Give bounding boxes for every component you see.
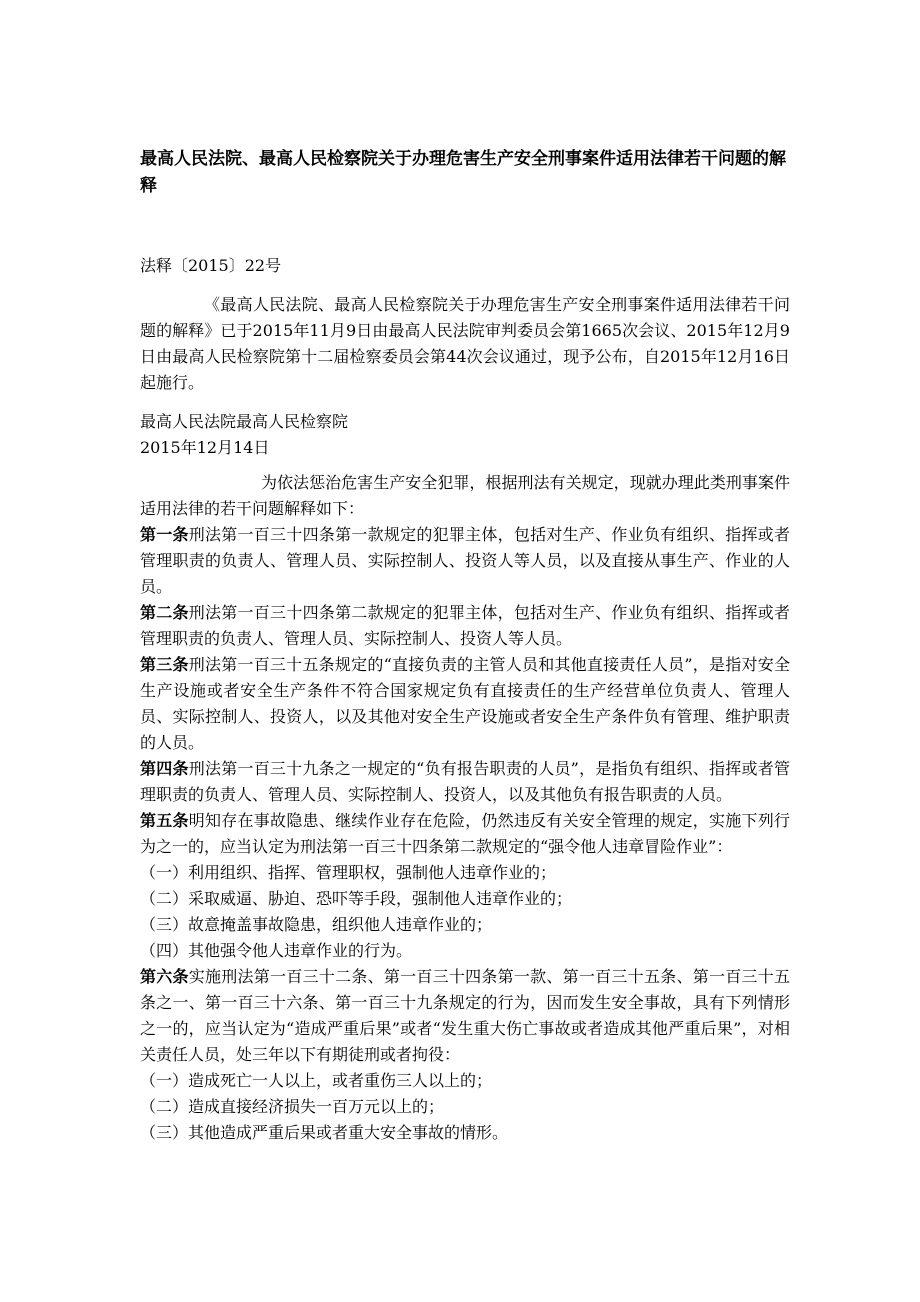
article-label: 第五条 [140,811,189,830]
article-text: 实施刑法第一百三十二条、第一百三十四条第一款、第一百三十五条、第一百三十五条之一、第一百三十六条、第一百三十九条规定的行为，因而发生安全事故，具有下列情形之一的，应当认定为“造成严重后果”或者“发生重大伤亡事故或者造成其他严重后果”，对相关责任人员，处三年以下有期徒刑或者拘役： [140,967,790,1064]
intro-paragraph: 《最高人民法院、最高人民检察院关于办理危害生产安全刑事案件适用法律若干问题的解释》已于2015年11月9日由最高人民法院审判委员会第1665次会议、2015年12月9日由最高人民检察院第十二届检察委员会第44次会议通过，现予公布，自2015年12月16日起施行。 [140,295,790,392]
list-item: （三）其他造成严重后果或者重大安全事故的情形。 [140,1123,509,1142]
list-item: （二）采取威逼、胁迫、恐吓等手段，强制他人违章作业的； [140,889,573,908]
list-item: （二）造成直接经济损失一百万元以上的； [140,1097,445,1116]
article-text: 刑法第一百三十四条第二款规定的犯罪主体，包括对生产、作业负有组织、指挥或者管理职责的负责人、管理人员、实际控制人、投资人等人员。 [140,603,790,648]
document-body [140,146,790,1146]
article-label: 第二条 [140,603,189,622]
article-2 [140,600,790,652]
article-label: 第四条 [140,759,189,778]
article-label: 第一条 [140,525,189,544]
document-title: 最高人民法院、最高人民检察院关于办理危害生产安全刑事案件适用法律若干问题的解释 [140,149,786,196]
list-item: （一）利用组织、指挥、管理职权，强制他人违章作业的； [140,863,557,882]
list-item: （四）其他强令他人违章作业的行为。 [140,941,413,960]
article-label: 第三条 [140,655,189,674]
article-text: 刑法第一百三十九条之一规定的“负有报告职责的人员”，是指负有组织、指挥或者管理职责的负责人、管理人员、实际控制人、投资人，以及其他负有报告职责的人员。 [140,759,790,804]
article-6 [140,964,790,1068]
article-5 [140,808,790,860]
preamble: 为依法惩治危害生产安全犯罪，根据刑法有关规定，现就办理此类刑事案件适用法律的若干问题解释如下： [140,473,790,518]
article-text: 明知存在事故隐患、继续作业存在危险，仍然违反有关安全管理的规定，实施下列行为之一的，应当认定为刑法第一百三十四条第二款规定的“强令他人违章冒险作业”： [140,811,790,856]
issuer: 最高人民法院最高人民检察院 [140,412,349,431]
article-4 [140,756,790,808]
article-3 [140,652,790,756]
document-number: 法释〔2015〕22号 [140,256,282,275]
list-item: （三）故意掩盖事故隐患，组织他人违章作业的； [140,915,493,934]
article-label: 第六条 [140,967,189,986]
article-text: 刑法第一百三十四条第一款规定的犯罪主体，包括对生产、作业负有组织、指挥或者管理职责的负责人、管理人员、实际控制人、投资人等人员，以及直接从事生产、作业的人员。 [140,525,790,596]
article-1 [140,522,790,600]
issue-date: 2015年12月14日 [140,438,270,457]
article-text: 刑法第一百三十五条规定的“直接负责的主管人员和其他直接责任人员”，是指对安全生产设施或者安全生产条件不符合国家规定负有直接责任的生产经营单位负责人、管理人员、实际控制人、投资人，以及其他对安全生产设施或者安全生产条件负有管理、维护职责的人员。 [140,655,790,752]
list-item: （一）造成死亡一人以上，或者重伤三人以上的； [140,1071,493,1090]
